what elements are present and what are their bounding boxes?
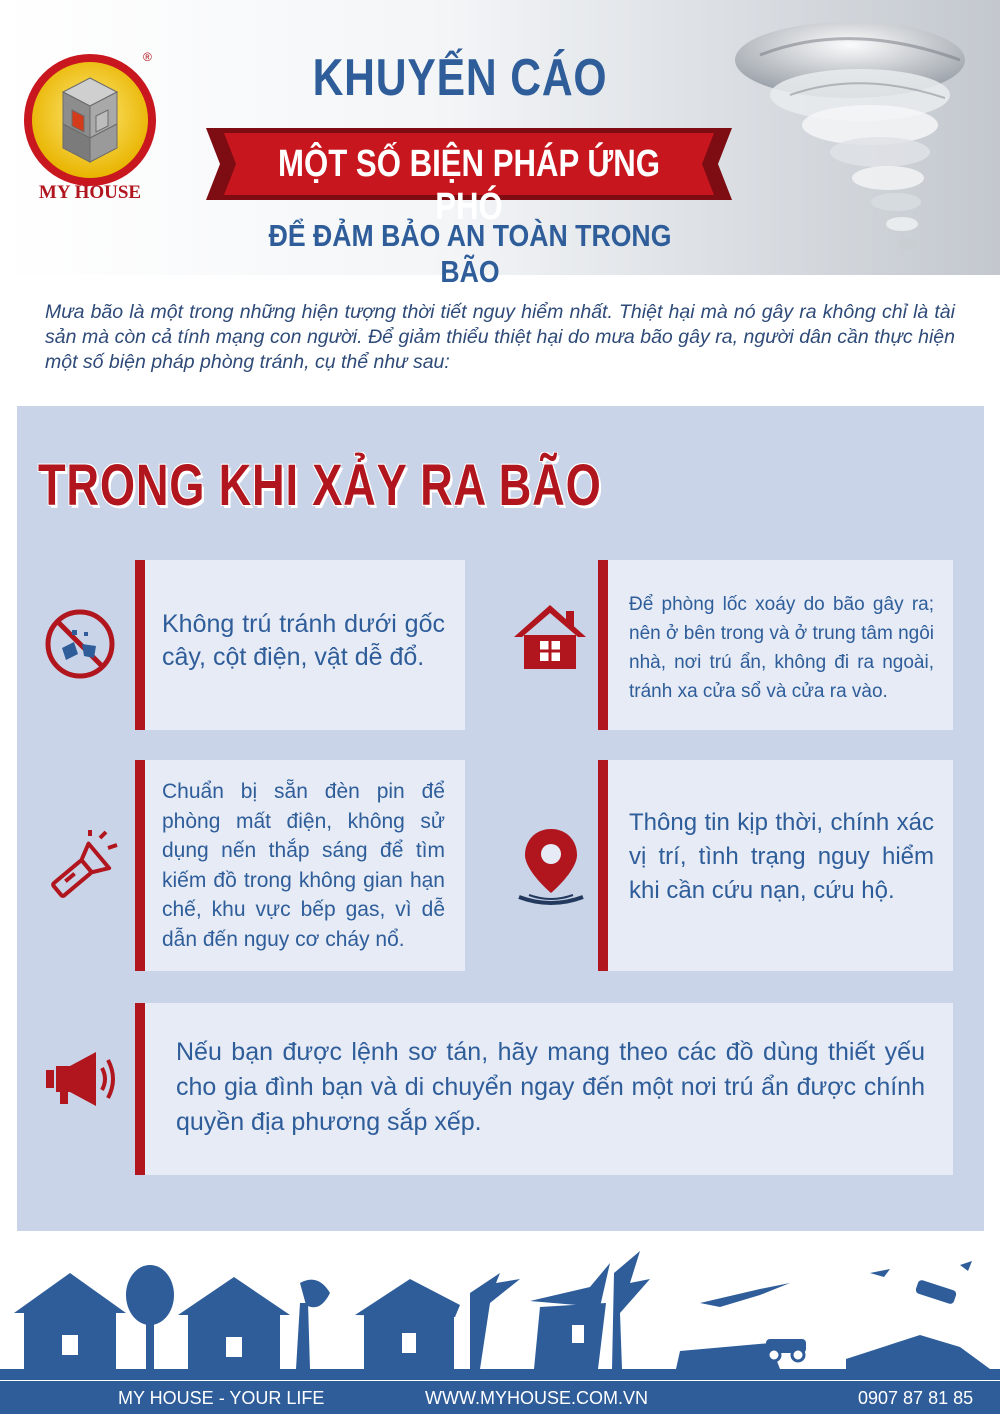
- flashlight-icon: [44, 830, 120, 898]
- tip-text: Thông tin kịp thời, chính xác vị trí, tình trạng nguy hiểm khi cần cứu nạn, cứu hộ.: [629, 809, 934, 904]
- location-pin-icon: [513, 825, 589, 907]
- registered-mark: ®: [143, 50, 152, 64]
- footer-website-link[interactable]: WWW.MYHOUSE.COM.VN: [425, 1388, 648, 1408]
- storm-damage-illustration: [0, 1243, 1000, 1380]
- my-house-logo: [22, 48, 162, 208]
- footer-slogan: MY HOUSE - YOUR LIFE: [118, 1388, 325, 1408]
- section-title: TRONG KHI XẢY RA BÃO: [38, 453, 602, 518]
- tip-text: Không trú tránh dưới gốc cây, cột điện, vật dễ đổ.: [162, 610, 445, 671]
- banner-text: MỘT SỐ BIỆN PHÁP ỨNG PHÓ: [278, 143, 660, 228]
- intro-paragraph: Mưa bão là một trong những hiện tượng thời tiết nguy hiểm nhất. Thiệt hại mà nó gây ra không chỉ là tài sản mà còn cả tính mạng con người. Để giảm thiểu thiệt hại do mưa bão gây ra, người dân cần thực hiện một số biện pháp phòng tránh, cụ thể như sau:: [45, 301, 955, 373]
- tip-text: Chuẩn bị sẵn đèn pin để phòng mất điện, không sử dụng nến thắp sáng để tìm kiếm đồ trong không gian hạn chế, khu vực bếp gas, vì dễ dẫn đến nguy cơ cháy nổ.: [162, 780, 445, 951]
- tip-text: Nếu bạn được lệnh sơ tán, hãy mang theo các đồ dùng thiết yếu cho gia đình bạn và di chuyển ngay đến một nơi trú ẩn được chính quyền địa phương sắp xếp.: [176, 1038, 925, 1136]
- footer-phone[interactable]: 0907 87 81 85: [858, 1388, 974, 1408]
- falling-objects-icon: [44, 608, 116, 680]
- megaphone-icon: [44, 1048, 120, 1110]
- footer: [0, 1381, 1000, 1414]
- logo-name: MY HOUSE: [38, 182, 142, 203]
- page-title: KHUYẾN CÁO: [312, 49, 608, 107]
- page-subtitle: ĐỂ ĐẢM BẢO AN TOÀN TRONG BÃO: [268, 218, 672, 289]
- house-icon: [512, 603, 588, 671]
- tornado-icon: [720, 0, 1000, 275]
- tip-text: Để phòng lốc xoáy do bão gây ra; nên ở bên trong và ở trung tâm ngôi nhà, nơi trú ẩn, không đi ra ngoài, tránh xa cửa sổ và cửa ra vào.: [629, 594, 934, 702]
